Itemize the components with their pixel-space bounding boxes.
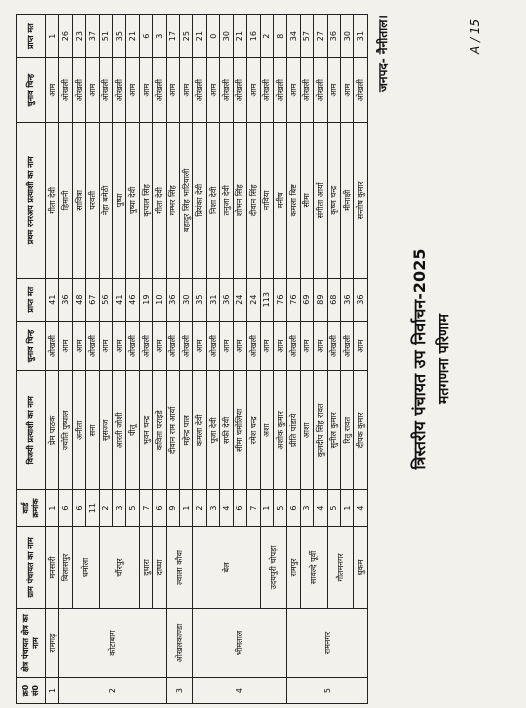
runner-up-votes-cell: 21 — [126, 15, 139, 58]
runner-up-symbol-cell: ओखली — [233, 58, 246, 123]
votes-cell: 67 — [86, 278, 99, 321]
village-cell: दुधारा — [139, 526, 152, 608]
runner-up-votes-cell: 30 — [220, 15, 233, 58]
symbol-cell: ओखली — [139, 321, 152, 371]
votes-cell: 76 — [273, 278, 286, 321]
symbol-cell: आम — [99, 321, 112, 371]
winner-cell: कमला देवी — [193, 371, 206, 490]
votes-cell: 76 — [287, 278, 300, 321]
block-name-cell: ओखलकाण्डा — [166, 608, 193, 677]
winner-cell: प्रेम पाठक — [46, 371, 59, 490]
runner-up-votes-cell: 36 — [327, 15, 340, 58]
block-name-cell: भीमताल — [193, 608, 287, 677]
runner-up-symbol-cell: आम — [327, 58, 340, 123]
document-title: त्रिस्तरीय पंचायत उप निर्वाचन-2025 — [410, 248, 429, 470]
ward-cell: 6 — [153, 490, 166, 527]
symbol-cell: आम — [113, 321, 126, 371]
votes-cell: 113 — [260, 278, 273, 321]
results-table — [16, 14, 368, 704]
runner-up-votes-cell: 34 — [287, 15, 300, 58]
serial-number-cell: 3 — [166, 678, 193, 704]
runner-up-votes-cell: 25 — [180, 15, 193, 58]
block-name-cell: रामनगर — [287, 608, 368, 677]
runner-up-votes-cell: 30 — [340, 15, 353, 58]
votes-cell: 69 — [300, 278, 313, 321]
winner-cell: दीपक कुमार — [354, 371, 368, 490]
runner-up-votes-cell: 2 — [260, 15, 273, 58]
column-header: प्रथम रनरअप प्रत्याशी का नाम — [17, 123, 46, 279]
symbol-cell: ओखली — [206, 321, 219, 371]
runner-up-cell: तनुजा देवी — [220, 123, 233, 279]
column-header: वार्ड क्रमांक — [17, 490, 46, 527]
serial-number-cell: 1 — [46, 678, 59, 704]
runner-up-cell: दीवान सिंह — [247, 123, 260, 279]
symbol-cell: ओखली — [46, 321, 59, 371]
ward-cell: 2 — [193, 490, 206, 527]
runner-up-cell: परवती — [86, 123, 99, 279]
winner-cell: कविता पराइडे — [153, 371, 166, 490]
runner-up-cell: हिमानी — [59, 123, 72, 279]
winner-cell: सुसज्ज — [99, 371, 112, 490]
runner-up-cell: सावित्रा — [72, 123, 85, 279]
table-row — [59, 15, 72, 704]
votes-cell: 89 — [314, 278, 327, 321]
serial-number-cell: 4 — [193, 678, 287, 704]
runner-up-symbol-cell: आम — [126, 58, 139, 123]
winner-cell: पीतू — [126, 371, 139, 490]
runner-up-cell: गम्भर सिंह — [166, 123, 179, 279]
winner-cell: प्रीति पांडाये — [287, 371, 300, 490]
votes-cell: 48 — [72, 278, 85, 321]
table-row — [166, 15, 179, 704]
runner-up-symbol-cell: ओखली — [260, 58, 273, 123]
runner-up-symbol-cell: आम — [46, 58, 59, 123]
document-subtitle: मतगणना परिणाम — [436, 313, 452, 405]
table-row — [153, 15, 166, 704]
symbol-cell: ओखली — [287, 321, 300, 371]
ward-cell: 1 — [46, 490, 59, 527]
table-row — [287, 15, 300, 704]
runner-up-votes-cell: 16 — [247, 15, 260, 58]
symbol-cell: ओखली — [126, 321, 139, 371]
runner-up-symbol-cell: आम — [206, 58, 219, 123]
runner-up-symbol-cell: आम — [166, 58, 179, 123]
ward-cell: 3 — [300, 490, 313, 527]
votes-cell: 24 — [247, 278, 260, 321]
village-cell: उदयपुरी चोपड़ा — [260, 526, 287, 608]
symbol-cell: आम — [314, 321, 327, 371]
runner-up-cell: पुष्पा — [113, 123, 126, 279]
votes-cell: 24 — [233, 278, 246, 321]
runner-up-cell: शोभन सिंह — [233, 123, 246, 279]
runner-up-symbol-cell: आम — [287, 58, 300, 123]
runner-up-symbol-cell: आम — [86, 58, 99, 123]
village-cell: धमोला — [72, 526, 99, 608]
runner-up-votes-cell: 17 — [166, 15, 179, 58]
winner-cell: ज्योति पुष्पाल — [59, 371, 72, 490]
ward-cell: 4 — [220, 490, 233, 527]
ward-cell: 1 — [340, 490, 353, 527]
column-header: ग्राम पंचायत का नाम — [17, 526, 46, 608]
runner-up-cell: नेहा बमेठी — [99, 123, 112, 279]
votes-cell: 30 — [180, 278, 193, 321]
runner-up-cell: मीनाक्षी — [340, 123, 353, 279]
village-cell: दाघ्घा — [153, 526, 166, 608]
winner-cell: आरती जोशी — [113, 371, 126, 490]
winner-cell: पूजा देवी — [206, 371, 219, 490]
village-cell: ल्वाला कौवा — [166, 526, 193, 608]
votes-cell: 56 — [99, 278, 112, 321]
block-name-cell: रामगढ़ — [46, 608, 59, 677]
column-header: विजयी प्रत्याशी का नाम — [17, 371, 46, 490]
column-header: प्राप्त मत — [17, 278, 46, 321]
runner-up-votes-cell: 6 — [139, 15, 152, 58]
winner-cell: अशोक कुमार — [273, 371, 286, 490]
votes-cell: 36 — [166, 278, 179, 321]
runner-up-cell: गीता देवी — [153, 123, 166, 279]
table-row — [327, 15, 340, 704]
votes-cell: 68 — [327, 278, 340, 321]
ward-cell: 7 — [247, 490, 260, 527]
votes-cell: 36 — [340, 278, 353, 321]
votes-cell: 31 — [206, 278, 219, 321]
winner-cell: महेन्द्र पाल — [180, 371, 193, 490]
column-header: प्राप्त मत — [17, 15, 46, 58]
runner-up-votes-cell: 23 — [72, 15, 85, 58]
ward-cell: 3 — [206, 490, 219, 527]
winner-cell: भुवन चन्द्र — [139, 371, 152, 490]
winner-cell: सफी देवी — [220, 371, 233, 490]
ward-cell: 1 — [260, 490, 273, 527]
runner-up-symbol-cell: ओखली — [220, 58, 233, 123]
runner-up-votes-cell: 21 — [193, 15, 206, 58]
runner-up-votes-cell: 37 — [86, 15, 99, 58]
ward-cell: 6 — [287, 490, 300, 527]
runner-up-votes-cell: 8 — [273, 15, 286, 58]
runner-up-cell: कमला बिष्ट — [287, 123, 300, 279]
symbol-cell: आम — [233, 321, 246, 371]
runner-up-votes-cell: 51 — [99, 15, 112, 58]
district-label: जनपद- नैनीताल। — [376, 15, 390, 92]
runner-up-symbol-cell: ओखली — [300, 58, 313, 123]
runner-up-cell: पुष्पा देवी — [126, 123, 139, 279]
votes-cell: 10 — [153, 278, 166, 321]
symbol-cell: आम — [273, 321, 286, 371]
runner-up-cell: कृपाल सिंह — [139, 123, 152, 279]
column-header: क्षेत्र पंचायत क्षेत्र का नाम — [17, 608, 46, 677]
ward-cell: 6 — [59, 490, 72, 527]
ward-cell: 5 — [126, 490, 139, 527]
votes-cell: 41 — [113, 278, 126, 321]
symbol-cell: आम — [354, 321, 368, 371]
runner-up-cell: निशा देवी — [206, 123, 219, 279]
ward-cell: 9 — [166, 490, 179, 527]
runner-up-symbol-cell: आम — [340, 58, 353, 123]
winner-cell: रितु रावत — [340, 371, 353, 490]
serial-number-cell: 5 — [287, 678, 368, 704]
runner-up-cell: नाविया — [260, 123, 273, 279]
ward-cell: 5 — [273, 490, 286, 527]
runner-up-cell: कृष्ण चन्द्र — [327, 123, 340, 279]
runner-up-symbol-cell: ओखली — [59, 58, 72, 123]
votes-cell: 36 — [354, 278, 368, 321]
symbol-cell: ओखली — [180, 321, 193, 371]
runner-up-cell: बहादुर सिंह भाटियाली — [180, 123, 193, 279]
rotated-content — [16, 14, 516, 704]
runner-up-symbol-cell: ओखली — [193, 58, 206, 123]
winner-cell: रमेश चन्द्र — [247, 371, 260, 490]
runner-up-symbol-cell: ओखली — [314, 58, 327, 123]
symbol-cell: आम — [193, 321, 206, 371]
table-row — [260, 15, 273, 704]
runner-up-votes-cell: 21 — [233, 15, 246, 58]
ward-cell: 4 — [314, 490, 327, 527]
winner-cell: कुलदीप सिंह रावत — [314, 371, 327, 490]
winner-cell: दीवान राम आर्या — [166, 371, 179, 490]
table-row — [139, 15, 152, 704]
winner-cell: अनीता — [72, 371, 85, 490]
ward-cell: 6 — [233, 490, 246, 527]
ward-cell: 5 — [327, 490, 340, 527]
votes-cell: 36 — [220, 278, 233, 321]
column-header: क्र0 सं0 — [17, 678, 46, 704]
village-cell: धुकम — [354, 526, 368, 608]
runner-up-symbol-cell: ओखली — [354, 58, 368, 123]
ward-cell: 11 — [86, 490, 99, 527]
village-cell: चौंरपुर — [99, 526, 139, 608]
serial-number-cell: 2 — [59, 678, 166, 704]
village-cell: बेल — [193, 526, 260, 608]
symbol-cell: ओखली — [340, 321, 353, 371]
heading — [408, 14, 453, 704]
column-header: चुनाव चिन्ह — [17, 321, 46, 371]
runner-up-cell: सीमा — [300, 123, 313, 279]
symbol-cell: आम — [72, 321, 85, 371]
table-row — [72, 15, 85, 704]
runner-up-symbol-cell: ओखली — [72, 58, 85, 123]
ward-cell: 7 — [139, 490, 152, 527]
votes-cell: 35 — [193, 278, 206, 321]
runner-up-votes-cell: 35 — [113, 15, 126, 58]
votes-cell: 41 — [46, 278, 59, 321]
symbol-cell: ओखली — [327, 321, 340, 371]
symbol-cell: ओखली — [86, 321, 99, 371]
symbol-cell: आम — [59, 321, 72, 371]
village-cell: सावल्दे पूर्वी — [300, 526, 327, 608]
runner-up-symbol-cell: ओखली — [99, 58, 112, 123]
runner-up-cell: गीता देवी — [46, 123, 59, 279]
symbol-cell: आम — [153, 321, 166, 371]
runner-up-symbol-cell: आम — [180, 58, 193, 123]
runner-up-symbol-cell: ओखली — [153, 58, 166, 123]
votes-cell: 36 — [59, 278, 72, 321]
table-row — [99, 15, 112, 704]
village-cell: रामपुर — [287, 526, 300, 608]
runner-up-symbol-cell: ओखली — [113, 58, 126, 123]
symbol-cell: ओखली — [166, 321, 179, 371]
column-header: चुनाव चिन्ह — [17, 58, 46, 123]
runner-up-votes-cell: 0 — [206, 15, 219, 58]
table-row — [193, 15, 206, 704]
block-name-cell: कोटाबाग — [59, 608, 166, 677]
votes-cell: 19 — [139, 278, 152, 321]
symbol-cell: आम — [220, 321, 233, 371]
runner-up-votes-cell: 27 — [314, 15, 327, 58]
winner-cell: सुनील कुमार — [327, 371, 340, 490]
runner-up-cell: संगीता आर्या — [314, 123, 327, 279]
symbol-cell: आम — [260, 321, 273, 371]
symbol-cell: आम — [300, 321, 313, 371]
page-mark: A / 15 — [468, 18, 482, 54]
runner-up-symbol-cell: आम — [247, 58, 260, 123]
runner-up-votes-cell: 31 — [354, 15, 368, 58]
village-cell: मनसारी — [46, 526, 59, 608]
village-cell: गौतमनगर — [327, 526, 354, 608]
winner-cell: आशा — [300, 371, 313, 490]
symbol-cell: ओखली — [247, 321, 260, 371]
village-cell: बिलासपुर — [59, 526, 72, 608]
table-row — [46, 15, 59, 704]
ward-cell: 2 — [99, 490, 112, 527]
runner-up-votes-cell: 1 — [46, 15, 59, 58]
votes-cell: 46 — [126, 278, 139, 321]
runner-up-cell: सन्तोष कुमार — [354, 123, 368, 279]
runner-up-symbol-cell: ओखली — [273, 58, 286, 123]
table-row — [300, 15, 313, 704]
runner-up-votes-cell: 3 — [153, 15, 166, 58]
winner-cell: सना — [86, 371, 99, 490]
header-row — [17, 15, 46, 704]
ward-cell: 1 — [180, 490, 193, 527]
winner-cell: अशा — [260, 371, 273, 490]
ward-cell: 4 — [354, 490, 368, 527]
runner-up-votes-cell: 57 — [300, 15, 313, 58]
ward-cell: 3 — [113, 490, 126, 527]
runner-up-symbol-cell: आम — [139, 58, 152, 123]
runner-up-votes-cell: 26 — [59, 15, 72, 58]
runner-up-cell: मनीष — [273, 123, 286, 279]
winner-cell: सीमा चमोलिया — [233, 371, 246, 490]
runner-up-cell: प्रियंका देवी — [193, 123, 206, 279]
table-row — [354, 15, 368, 704]
ward-cell: 6 — [72, 490, 85, 527]
